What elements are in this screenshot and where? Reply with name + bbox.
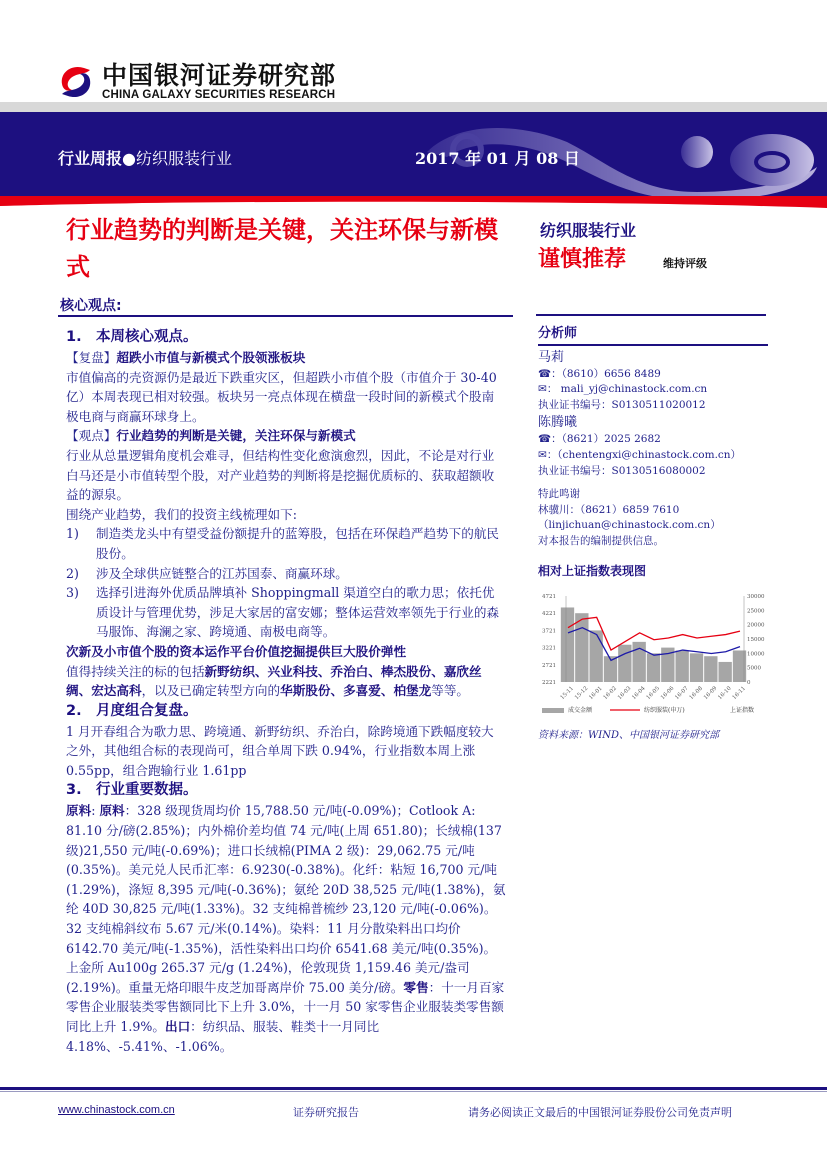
svg-text:4221: 4221 [542, 611, 556, 618]
svg-text:15-12: 15-12 [573, 685, 590, 702]
svg-text:16-11: 16-11 [731, 685, 748, 702]
report-type: 行业周报 [58, 149, 123, 168]
industry-data: 原料: 原料：328 级现货周均价 15,788.50 元/吨(-0.09%)；Cotlook A: 81.10 分/磅(2.85%)；内外棉价差均值 74 元/吨(上周 651.80)；长绒棉(137 级)21,550 元/吨(-0.69%)；进口长绒棉(PIMA 2 级)：29,062.75 元/吨(0.35%)。美元兑人民币汇率：6.9230(-0.38%)。化纤：粘短 16,700 元/吨(1.29%)，涤短 8,395 元/吨(-0.36%)；氨纶 20D 38,525 元/吨(1.38%)，氨纶 40D 30,825 元/吨(1.33%)。32 支纯棉普梳纱 23,120 元/吨(-0.06%)。32 支纯棉斜纹布 5.67 元/米(0.14%)。染料：11 月分散染料出口均价 6142.70 美元/吨(-1.35%)，活性染料出口均价 6541.68 美元/吨(0.35%)。上金所 Au100g 265.37 元/g (1.24%)，伦敦现货 1,159.46 美元/盎司(2.19%)。重量无烙印眼牛皮芝加哥离岸价 75.00 美分/磅。零售：十一月百家零售企业服装类零售额同比下上升 3.0%，十一月 50 家零售企业服装类零售额同比上升 1.9%。出口：纺织品、服装、鞋类十一月同比 4.18%、-5.41%、-1.06%。 [66, 803, 506, 1054]
list-item: 1) 制造类龙头中有望受益份额提升的蓝筹股，包括在环保趋严趋势下的航民股份。 [66, 526, 499, 561]
svg-text:16-01: 16-01 [588, 685, 604, 702]
svg-text:16-07: 16-07 [674, 685, 690, 702]
bullet: ● [122, 149, 136, 168]
report-date: 2017 年 01 月 08 日 [415, 149, 580, 168]
svg-text:0: 0 [747, 680, 751, 686]
svg-text:纺织服装(申万): 纺织服装(申万) [644, 707, 685, 714]
svg-text:15-11: 15-11 [559, 685, 576, 702]
galaxy-logo-icon [56, 62, 96, 102]
svg-text:3221: 3221 [542, 645, 556, 652]
red-accent-stripe [0, 196, 827, 208]
analyst-cert: 执业证书编号：S0130511020012 [538, 398, 706, 411]
rating-divider [536, 314, 766, 316]
relative-performance-chart [540, 590, 775, 720]
footer-disclaimer: 请务必阅读正文最后的中国银河证券股份公司免责声明 [468, 1106, 732, 1119]
main-content [66, 327, 506, 1056]
core-views-label: 核心观点: [60, 298, 122, 314]
analyst-phone: ☎：（8610）6656 8489 [538, 367, 661, 380]
company-logo [56, 62, 336, 102]
rating-note: 维持评级 [663, 257, 707, 270]
svg-text:20000: 20000 [747, 622, 765, 629]
phone-icon: ☎ [538, 367, 552, 380]
analyst-email[interactable]: ✉： mali_yj@chinastock.com.cn [538, 383, 708, 396]
thanks-email[interactable]: （linjichuan@chinastock.com.cn） [538, 519, 721, 532]
chart-title: 相对上证指数表现图 [538, 564, 647, 578]
list-item: 2) 涉及全球供应链整合的江苏国泰、商赢环球。 [66, 565, 348, 581]
svg-text:16-09: 16-09 [702, 685, 719, 702]
svg-text:16-03: 16-03 [616, 685, 633, 702]
svg-text:16-05: 16-05 [645, 685, 662, 702]
email-icon: ✉ [538, 383, 547, 396]
svg-text:16-10: 16-10 [717, 685, 733, 702]
strategy-intro: 围绕产业趋势，我们的投资主线梳理如下: [66, 506, 297, 522]
svg-text:3721: 3721 [542, 628, 556, 635]
small-cap-subheading: 次新及小市值个股的资本运作平台价值挖掘提供巨大股价弹性 [66, 643, 407, 659]
svg-text:16-06: 16-06 [659, 685, 676, 702]
footer-divider-thin [0, 1091, 827, 1092]
acknowledgement [538, 487, 768, 549]
svg-text:上证指数: 上证指数 [730, 707, 755, 714]
section-1-heading: 1. 本周核心观点。 [66, 329, 198, 345]
svg-text:30000: 30000 [747, 594, 765, 600]
report-type-line [58, 146, 232, 169]
section-3-heading: 3. 行业重要数据。 [66, 782, 198, 799]
rating-badge: 谨慎推荐 [538, 247, 627, 272]
focus-stocks: 值得持续关注的标的包括新野纺织、兴业科技、乔治白、棒杰股份、嘉欣丝绸、宏达高科，以及已确定转型方向的华斯股份、多喜爱、柏堡龙等等。 [66, 663, 482, 699]
company-name-cn: 中国银河证券研究部 [102, 61, 337, 90]
company-name-en: CHINA GALAXY SECURITIES RESEARCH [102, 89, 336, 101]
svg-text:16-02: 16-02 [602, 685, 619, 702]
view-heading: 【观点】行业趋势的判断是关键，关注环保与新模式 [66, 428, 356, 444]
svg-text:16-04: 16-04 [631, 685, 647, 702]
thanks-title: 特此鸣谢 [538, 488, 580, 500]
phone-icon: ☎ [538, 433, 552, 446]
thanks-note: 对本报告的编制提供信息。 [538, 534, 664, 547]
view-body: 行业从总量逻辑角度机会难寻，但结构性变化愈演愈烈，因此，不论是对行业白马还是小市值转型个股，对产业趋势的判断将是挖掘优质标的、获取超额收益的源泉。 [66, 447, 495, 503]
footer-report-label: 证券研究报告 [293, 1106, 359, 1119]
analyst-name: 陈腾曦 [538, 415, 578, 431]
svg-text:16-08: 16-08 [688, 685, 705, 702]
svg-text:5000: 5000 [747, 665, 761, 672]
review-body: 市值偏高的壳资源仍是最近下跌重灾区，但超跌小市值个股（市值介于 30-40 亿）本周表现已相对较强。板块另一亮点体现在横盘一段时间的新模式个股南极电商与商赢环球身上。 [66, 369, 497, 424]
report-banner [0, 112, 827, 200]
analyst-name: 马莉 [538, 349, 565, 365]
svg-text:2721: 2721 [542, 662, 556, 669]
review-heading: 【复盘】超跌小市值与新模式个股领涨板块 [66, 350, 306, 365]
svg-text:2221: 2221 [542, 680, 556, 686]
list-item: 3) 选择引进海外优质品牌填补 Shoppingmall 渠道空白的歌力思；依托优质设计与管理优势，涉足大家居的富安娜；整体运营效率领先于行业的森马服饰、海澜之家、跨境通、南极电商等。 [66, 585, 499, 640]
analyst-cert: 执业证书编号：S0130516080002 [538, 464, 706, 477]
analyst-panel [538, 326, 768, 479]
analyst-email[interactable]: ✉：（chentengxi@chinastock.com.cn） [538, 448, 742, 461]
header-divider [0, 102, 827, 112]
website-link[interactable]: www.chinastock.com.cn [58, 1104, 175, 1116]
core-divider [58, 315, 513, 317]
thanks-person: 林骥川：（8621）6859 7610 [538, 503, 680, 516]
portfolio-review: 1 月开春组合为歌力思、跨境通、新野纺织、乔治白，除跨境通下跌幅度较大之外，其他组合标的表现尚可，组合单周下跌 0.94%，行业指数本周上涨 0.55pp，组合跑输行业 1.61pp [66, 723, 494, 778]
footer-divider [0, 1087, 827, 1090]
email-icon: ✉ [538, 448, 547, 461]
svg-text:25000: 25000 [747, 608, 765, 615]
svg-text:10000: 10000 [747, 651, 765, 658]
svg-text:成交金额: 成交金额 [568, 707, 593, 714]
svg-text:15000: 15000 [747, 637, 765, 643]
industry-label: 纺织服装行业 [540, 221, 637, 240]
svg-text:4721: 4721 [542, 594, 556, 600]
analyst-phone: ☎：（8621）2025 2682 [538, 433, 661, 446]
sector-label: 纺织服装行业 [135, 149, 232, 168]
analyst-header: 分析师 [538, 326, 768, 346]
report-title: 行业趋势的判断是关键，关注环保与新模式 [66, 216, 498, 281]
section-2-heading: 2. 月度组合复盘。 [66, 702, 198, 719]
chart-source: 资料来源：WIND、中国银河证券研究部 [538, 730, 719, 741]
